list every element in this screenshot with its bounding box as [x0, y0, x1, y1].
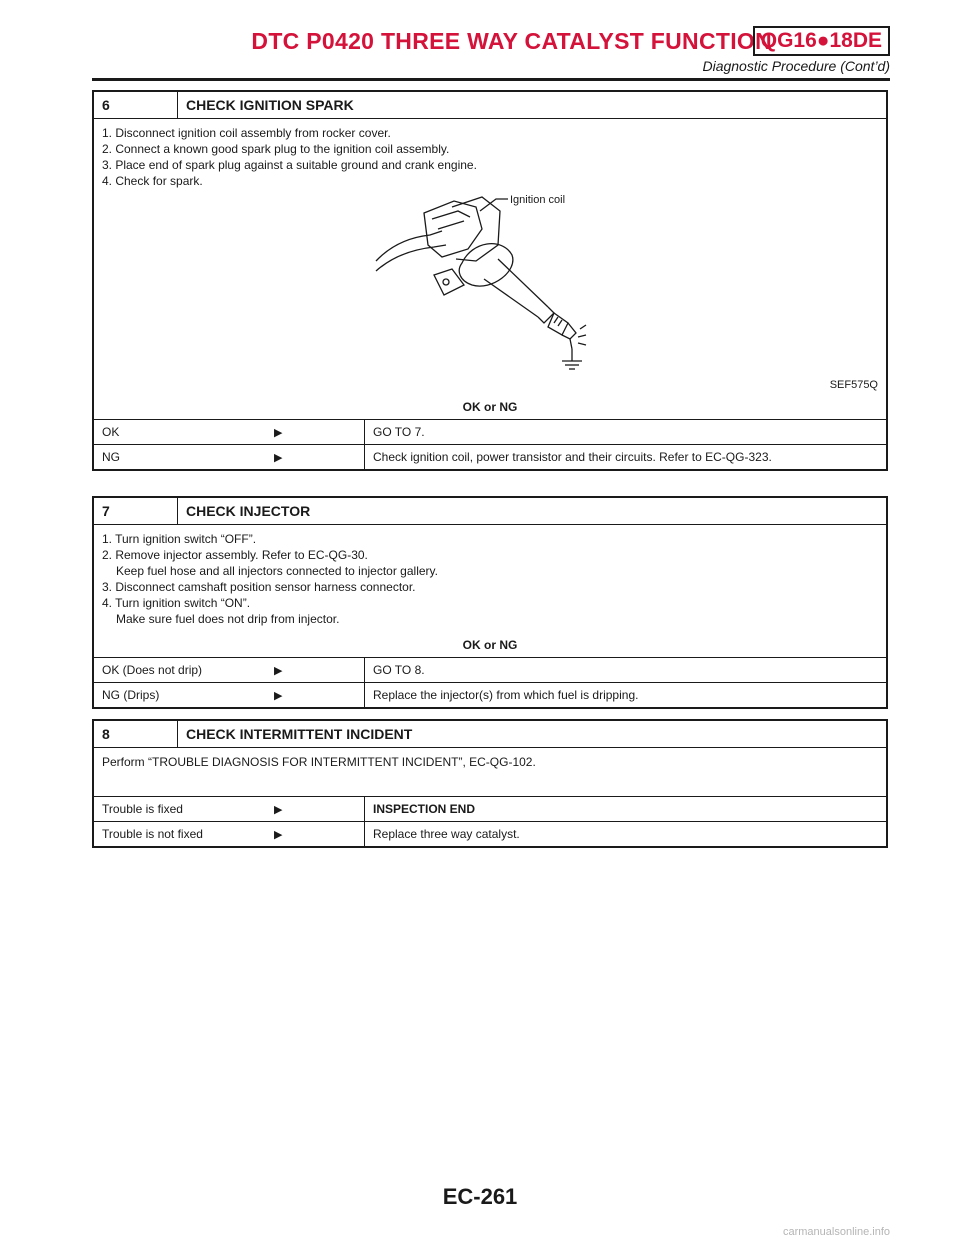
header-rule	[92, 78, 890, 81]
step-7-4: 4. Turn ignition switch “ON”.	[102, 596, 251, 610]
step-7-3: 3. Disconnect camshaft position sensor harness connector.	[102, 580, 416, 594]
figure-code: SEF575Q	[829, 379, 878, 391]
result-action: Replace the injector(s) from which fuel is dripping.	[364, 683, 886, 707]
result-action: Check ignition coil, power transistor and their circuits. Refer to EC-QG-323.	[364, 445, 886, 469]
ok-ng-label-7: OK or NG	[462, 638, 518, 652]
result-condition: Trouble is fixed	[102, 802, 183, 816]
result-row-7-ok	[94, 657, 886, 682]
result-condition: OK (Does not drip)	[102, 663, 203, 677]
page-number: EC-261	[442, 1184, 518, 1209]
step-7-4-note: Make sure fuel does not drip from injector.	[116, 612, 340, 626]
step-6-3: 3. Place end of spark plug against a suitable ground and crank engine.	[102, 158, 477, 172]
result-action: INSPECTION END	[364, 797, 886, 821]
result-row-6-ng	[94, 444, 886, 469]
arrow-icon: ▶	[274, 828, 283, 841]
result-condition: NG	[102, 450, 120, 464]
result-action: Replace three way catalyst.	[364, 822, 886, 846]
ignition-coil-illustration	[372, 189, 652, 389]
section-8	[92, 719, 888, 848]
result-row-8-fixed	[94, 796, 886, 821]
step-7-2-note: Keep fuel hose and all injectors connected to injector gallery.	[116, 564, 438, 578]
section-8-header	[94, 721, 886, 748]
section-6-body	[94, 119, 886, 419]
step-7-2: 2. Remove injector assembly. Refer to EC-QG-30.	[102, 548, 368, 562]
step-7-1: 1. Turn ignition switch “OFF”.	[102, 532, 257, 546]
result-row-8-not-fixed	[94, 821, 886, 846]
result-action: GO TO 8.	[364, 658, 886, 682]
section-8-title: CHECK INTERMITTENT INCIDENT	[186, 726, 413, 742]
section-7-body	[94, 525, 886, 657]
result-condition: OK	[102, 425, 120, 439]
section-7-title: CHECK INJECTOR	[186, 503, 311, 519]
section-6	[92, 90, 888, 471]
arrow-icon: ▶	[274, 451, 283, 464]
arrow-icon: ▶	[274, 803, 283, 816]
watermark: carmanualsonline.info	[782, 1226, 890, 1238]
page-header	[0, 0, 960, 90]
section-7-header	[94, 498, 886, 525]
page-subtitle: Diagnostic Procedure (Cont’d)	[702, 58, 890, 74]
ok-ng-label-6: OK or NG	[462, 400, 518, 414]
section-6-title: CHECK IGNITION SPARK	[186, 97, 354, 113]
engine-badge: QG16●18DE	[753, 26, 890, 56]
arrow-icon: ▶	[274, 664, 283, 677]
section-6-header	[94, 92, 886, 119]
result-condition: NG (Drips)	[102, 688, 160, 702]
step-6-4: 4. Check for spark.	[102, 174, 203, 188]
section-8-number: 8	[94, 721, 178, 747]
ignition-coil-figure	[102, 189, 878, 397]
result-row-6-ok	[94, 419, 886, 444]
arrow-icon: ▶	[274, 689, 283, 702]
section-6-number: 6	[94, 92, 178, 118]
step-8-1: Perform “TROUBLE DIAGNOSIS FOR INTERMITTENT INCIDENT”, EC-QG-102.	[102, 755, 536, 769]
step-6-2: 2. Connect a known good spark plug to the ignition coil assembly.	[102, 142, 450, 156]
result-action: GO TO 7.	[364, 420, 886, 444]
section-7	[92, 496, 888, 709]
result-condition: Trouble is not fixed	[102, 827, 203, 841]
step-6-1: 1. Disconnect ignition coil assembly from rocker cover.	[102, 126, 391, 140]
arrow-icon: ▶	[274, 426, 283, 439]
result-row-7-ng	[94, 682, 886, 707]
page-title: DTC P0420 THREE WAY CATALYST FUNCTION	[251, 28, 772, 54]
section-7-number: 7	[94, 498, 178, 524]
figure-label: Ignition coil	[510, 194, 566, 206]
section-8-body	[94, 748, 886, 796]
